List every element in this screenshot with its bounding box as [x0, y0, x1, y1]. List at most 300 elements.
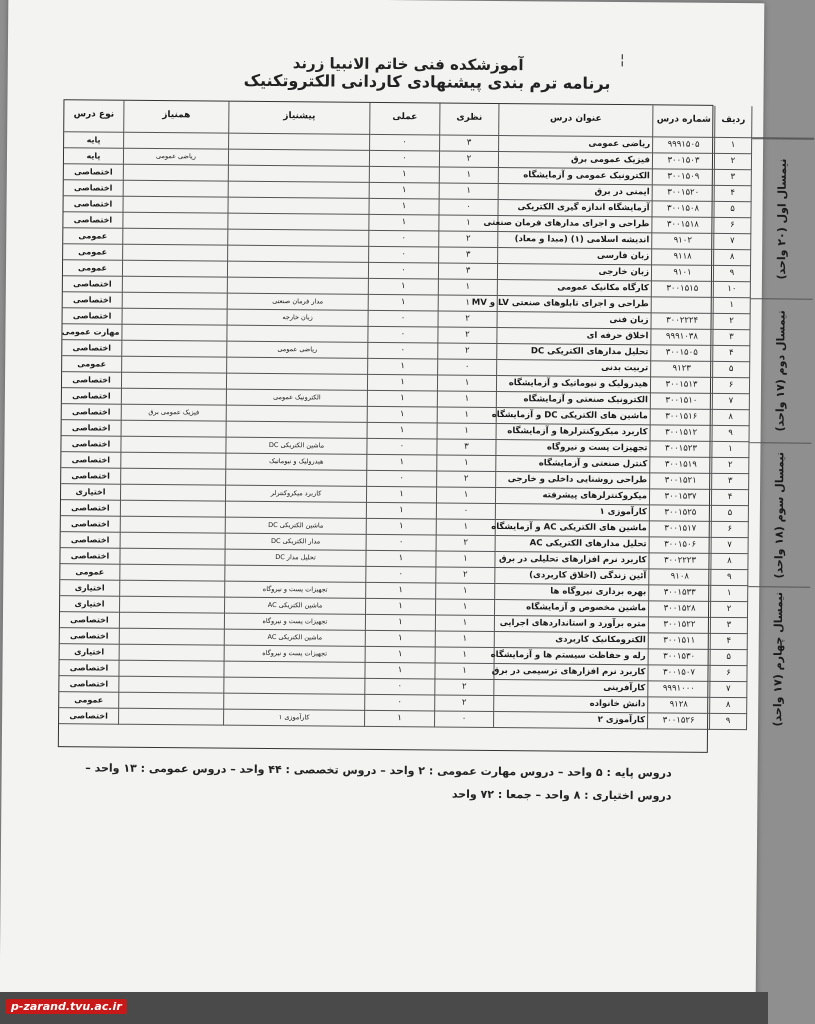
course-type: اختصاصی	[63, 196, 123, 213]
course-title: کارآفرینی	[494, 680, 648, 697]
course-type: عمومی	[63, 260, 123, 277]
course-practical: ۱	[366, 583, 436, 600]
course-type: اختیاری	[60, 596, 120, 613]
course-type: اختصاصی	[61, 468, 121, 485]
course-practical: ۱	[369, 279, 439, 296]
course-coreq	[124, 181, 229, 198]
course-title: زبان فارسی	[498, 248, 652, 265]
course-title: تحلیل مدارهای الکتریکی AC	[496, 536, 650, 553]
course-coreq	[123, 229, 228, 246]
course-coreq	[121, 485, 226, 502]
semester-label: نیمسال چهارم (۱۷ واحد)	[747, 586, 810, 731]
course-coreq	[122, 421, 227, 438]
course-coreq	[120, 565, 225, 582]
course-row-number: ۷	[712, 538, 749, 554]
course-prereq	[226, 502, 367, 519]
course-coreq	[122, 357, 227, 374]
course-code: ۳۰۰۱۵۰۶	[650, 537, 712, 554]
course-row-number: ۴	[715, 186, 752, 202]
course-row-number: ۱	[712, 442, 749, 458]
course-title: کارگاه مکانیک عمومی	[498, 280, 652, 297]
col-header-type: نوع درس	[64, 100, 124, 133]
course-title: زبان خارجی	[498, 264, 652, 281]
course-practical: ۱	[369, 295, 439, 312]
course-coreq	[121, 453, 226, 470]
course-title: آزمایشگاه اندازه گیری الکتریکی	[498, 200, 652, 217]
course-type: اختصاصی	[59, 708, 119, 725]
course-coreq	[123, 261, 228, 278]
course-title: کارآموزی ۱	[496, 504, 650, 521]
course-row-number: ۹	[714, 266, 751, 282]
course-row-number: ۵	[711, 650, 748, 666]
course-type: مهارت عمومی	[62, 324, 122, 341]
units-summary	[71, 761, 671, 812]
course-row-number: ۶	[712, 522, 749, 538]
course-code: ۹۹۹۱۵۰۵	[653, 137, 715, 154]
course-coreq	[122, 325, 227, 342]
course-coreq	[122, 373, 227, 390]
course-type: عمومی	[63, 244, 123, 261]
course-practical: ۱	[366, 551, 436, 568]
course-code: ۳۰۰۱۵۱۰	[651, 393, 713, 410]
course-coreq	[121, 437, 226, 454]
course-coreq	[121, 533, 226, 550]
course-type: اختصاصی	[64, 164, 124, 181]
course-type: عمومی	[59, 692, 119, 709]
course-prereq: هیدرولیک و نیوماتیک	[226, 454, 367, 471]
course-coreq	[120, 645, 225, 662]
course-prereq: ماشین الکتریکی DC	[226, 518, 367, 535]
course-row-number: ۸	[713, 410, 750, 426]
course-code: ۳۰۰۱۵۲۰	[653, 185, 715, 202]
course-type: اختصاصی	[62, 388, 122, 405]
col-header-theory: نظری	[440, 103, 499, 136]
course-theory: ۰	[438, 359, 497, 376]
course-prereq	[228, 230, 369, 247]
course-practical: ۱	[366, 631, 436, 648]
course-row-number: ۶	[710, 666, 747, 682]
course-prereq: ریاضی عمومی	[227, 342, 368, 359]
course-row-number: ۹	[710, 714, 747, 730]
course-type: اختصاصی	[63, 308, 123, 325]
course-type: اختصاصی	[61, 436, 121, 453]
course-title: متره برآورد و استانداردهای اجرایی	[495, 616, 649, 633]
course-practical: ۰	[369, 311, 439, 328]
course-code: ۳۰۰۱۵۱۷	[650, 521, 712, 538]
course-row-number: ۶	[713, 378, 750, 394]
course-code: ۳۰۰۲۲۲۳	[649, 553, 711, 570]
summary-line-1: دروس پایه : ۵ واحد – دروس مهارت عمومی : ۲ واحد – دروس تخصصی : ۴۴ واحد – دروس عمومی : ۱۳ واحد –	[85, 761, 672, 780]
course-theory: ۱	[439, 215, 498, 232]
course-coreq: فیزیک عمومی برق	[122, 405, 227, 422]
course-theory: ۱	[440, 167, 499, 184]
course-row-number: ۱	[711, 586, 748, 602]
course-code: ۳۰۰۱۵۰۸	[652, 201, 714, 218]
course-theory: ۱	[438, 391, 497, 408]
course-row-number: ۵	[712, 506, 749, 522]
course-title: تحلیل مدارهای الکتریکی DC	[497, 344, 651, 361]
course-coreq	[122, 341, 227, 358]
semester-label: نیمسال دوم (۱۷ واحد)	[750, 298, 813, 443]
course-theory: ۱	[439, 295, 498, 312]
course-title: کاربرد نرم افزارهای ترسیمی در برق	[494, 664, 648, 681]
course-coreq	[122, 389, 227, 406]
course-practical: ۱	[368, 423, 438, 440]
course-practical: ۱	[365, 711, 435, 728]
course-type: پایه	[64, 148, 124, 165]
course-practical: ۱	[368, 359, 438, 376]
course-code: ۳۰۰۱۵۳۳	[649, 585, 711, 602]
course-type: اختصاصی	[63, 292, 123, 309]
course-theory: ۲	[438, 327, 497, 344]
course-title: هیدرولیک و نیوماتیک و آزمایشگاه	[497, 376, 651, 393]
course-type: عمومی	[62, 356, 122, 373]
course-practical: ۱	[366, 615, 436, 632]
course-coreq: ریاضی عمومی	[124, 149, 229, 166]
course-row-number: ۱	[714, 298, 751, 314]
course-prereq: ماشین الکتریکی DC	[226, 438, 367, 455]
course-prereq	[228, 262, 369, 279]
course-prereq	[229, 150, 370, 167]
course-coreq	[123, 197, 228, 214]
col-header-semester	[752, 106, 814, 139]
course-theory: ۱	[436, 615, 495, 632]
course-theory: ۳	[439, 263, 498, 280]
course-coreq	[123, 293, 228, 310]
course-code: ۹۱۰۸	[649, 569, 711, 586]
course-title: بهره برداری نیروگاه ها	[495, 584, 649, 601]
course-code: ۳۰۰۲۲۲۴	[651, 313, 713, 330]
course-row-number: ۳	[711, 618, 748, 634]
course-coreq	[120, 629, 225, 646]
course-type: اختصاصی	[62, 372, 122, 389]
course-theory: ۱	[439, 279, 498, 296]
course-row-number: ۴	[712, 490, 749, 506]
course-theory: ۱	[440, 183, 499, 200]
course-practical: ۰	[370, 151, 440, 168]
course-code: ۳۰۰۱۵۱۳	[651, 377, 713, 394]
course-title: تجهیزات پست و نیروگاه	[496, 440, 650, 457]
course-practical: ۰	[367, 439, 437, 456]
course-code: ۹۱۲۳	[651, 361, 713, 378]
course-coreq	[123, 277, 228, 294]
course-theory: ۲	[435, 679, 494, 696]
course-title: ماشین مخصوص و آزمایشگاه	[495, 600, 649, 617]
course-prereq	[227, 358, 368, 375]
course-coreq	[124, 165, 229, 182]
course-row-number: ۳	[712, 474, 749, 490]
course-type: اختصاصی	[59, 676, 119, 693]
course-code: ۳۰۰۱۵۰۷	[648, 665, 710, 682]
course-type: عمومی	[60, 564, 120, 581]
course-prereq	[224, 694, 365, 711]
course-row-number: ۷	[714, 234, 751, 250]
course-prereq: ماشین الکتریکی AC	[225, 630, 366, 647]
col-header-coreq: همنیاز	[124, 101, 229, 134]
college-name: آموزشکده فنی خاتم الانبیا زرند	[292, 54, 524, 75]
course-type: اختصاصی	[60, 612, 120, 629]
course-title: الکترونیک عمومی و آزمایشگاه	[499, 168, 653, 185]
course-theory: ۱	[437, 487, 496, 504]
course-practical: ۱	[366, 599, 436, 616]
course-theory: ۰	[439, 199, 498, 216]
course-row-number: ۴	[711, 634, 748, 650]
course-theory: ۰	[435, 711, 494, 728]
course-title: الکترونیک صنعتی و آزمایشگاه	[497, 392, 651, 409]
course-practical: ۰	[367, 471, 437, 488]
course-coreq	[120, 613, 225, 630]
course-practical: ۰	[365, 695, 435, 712]
course-title: کارآموزی ۲	[494, 712, 648, 729]
course-title: اخلاق حرفه ای	[497, 328, 651, 345]
course-code: ۳۰۰۱۵۱۵	[652, 281, 714, 298]
course-prereq: تحلیل مدار DC	[225, 550, 366, 567]
course-prereq	[224, 662, 365, 679]
course-code: ۹۹۹۱۰۳۸	[651, 329, 713, 346]
course-type: اختیاری	[60, 580, 120, 597]
col-header-prereq: پیشنیاز	[229, 102, 370, 135]
course-prereq	[227, 422, 368, 439]
course-row-number: ۲	[711, 602, 748, 618]
course-code: ۹۱۰۱	[652, 265, 714, 282]
course-code: ۳۰۰۱۵۱۱	[649, 633, 711, 650]
course-practical: ۰	[365, 679, 435, 696]
course-prereq: مدار فرمان صنعتی	[228, 294, 369, 311]
course-practical: ۰	[369, 263, 439, 280]
course-title: رله و حفاظت سیستم ها و آزمایشگاه	[495, 648, 649, 665]
course-theory: ۱	[438, 407, 497, 424]
course-title: کاربرد میکروکنترلرها و آزمایشگاه	[497, 424, 651, 441]
course-practical: ۱	[367, 487, 437, 504]
course-code: ۳۰۰۱۵۲۱	[650, 473, 712, 490]
course-practical: ۱	[368, 407, 438, 424]
course-code: ۳۰۰۱۵۲۵	[650, 505, 712, 522]
course-practical: ۰	[368, 343, 438, 360]
course-prereq	[224, 678, 365, 695]
col-header-practical: عملی	[370, 103, 440, 136]
course-prereq	[228, 246, 369, 263]
course-type: اختصاصی	[61, 452, 121, 469]
course-theory: ۲	[439, 311, 498, 328]
course-type: اختصاصی	[61, 500, 121, 517]
course-type: اختصاصی	[61, 532, 121, 549]
course-type: اختصاصی	[63, 276, 123, 293]
course-row-number: ۶	[714, 218, 751, 234]
course-theory: ۲	[435, 695, 494, 712]
course-title: الکترومکانیک کاربردی	[495, 632, 649, 649]
course-coreq	[119, 709, 224, 726]
course-practical: ۱	[370, 167, 440, 184]
course-practical: ۰	[370, 135, 440, 152]
course-practical: ۱	[365, 663, 435, 680]
course-row-number: ۷	[710, 682, 747, 698]
course-row-number: ۲	[715, 154, 752, 170]
course-type: اختصاصی	[62, 340, 122, 357]
curriculum-table	[58, 99, 789, 753]
course-theory: ۲	[437, 535, 496, 552]
course-code: ۹۱۲۸	[648, 697, 710, 714]
course-coreq	[120, 581, 225, 598]
course-row-number: ۱۰	[714, 282, 751, 298]
course-prereq	[228, 198, 369, 215]
course-prereq: ماشین الکتریکی AC	[225, 598, 366, 615]
course-theory: ۱	[438, 375, 497, 392]
course-prereq: کارآموزی ۱	[224, 710, 365, 727]
course-row-number: ۹	[713, 426, 750, 442]
course-code: ۳۰۰۱۵۲۲	[649, 617, 711, 634]
course-type: عمومی	[63, 228, 123, 245]
course-coreq	[124, 133, 229, 150]
course-type: اختصاصی	[61, 516, 121, 533]
course-title: اندیشه اسلامی (۱) (مبدا و معاد)	[498, 232, 652, 249]
course-practical: ۰	[366, 567, 436, 584]
course-title: ماشین های الکتریکی AC و آزمایشگاه	[496, 520, 650, 537]
page-corner-mark: ¦	[619, 52, 625, 69]
course-coreq	[121, 501, 226, 518]
course-theory: ۲	[440, 151, 499, 168]
course-theory: ۲	[439, 231, 498, 248]
course-title: میکروکنترلرهای پیشرفته	[496, 488, 650, 505]
course-title: ریاضی عمومی	[499, 136, 653, 153]
document-title: برنامه ترم بندی پیشنهادی کاردانی الکتروتکنیک	[243, 70, 611, 93]
course-row-number: ۵	[714, 202, 751, 218]
course-theory: ۲	[436, 567, 495, 584]
course-theory: ۲	[438, 343, 497, 360]
semester-label: نیمسال اول (۲۰ واحد)	[751, 138, 814, 299]
course-practical: ۱	[367, 519, 437, 536]
course-coreq	[123, 309, 228, 326]
course-row-number: ۷	[713, 394, 750, 410]
course-prereq: مدار الکتریکی DC	[226, 534, 367, 551]
course-title: فیزیک عمومی برق	[499, 152, 653, 169]
course-code: ۹۱۱۸	[652, 249, 714, 266]
course-theory: ۳	[440, 135, 499, 152]
course-coreq	[119, 661, 224, 678]
course-code: ۳۰۰۱۵۱۸	[652, 217, 714, 234]
course-theory: ۱	[435, 663, 494, 680]
course-code: ۳۰۰۱۵۲۸	[649, 601, 711, 618]
course-code	[652, 297, 714, 314]
course-prereq	[229, 182, 370, 199]
course-row-number: ۹	[711, 570, 748, 586]
course-code: ۳۰۰۱۵۱۲	[651, 425, 713, 442]
course-code: ۳۰۰۱۵۰۵	[651, 345, 713, 362]
course-type: اختصاصی	[60, 548, 120, 565]
course-coreq	[123, 213, 228, 230]
course-theory: ۱	[436, 551, 495, 568]
summary-line-2: دروس اختیاری : ۸ واحد – جمعا : ۷۲ واحد	[451, 787, 672, 803]
course-theory: ۱	[437, 519, 496, 536]
course-title: تربیت بدنی	[497, 360, 651, 377]
course-row-number: ۲	[713, 314, 750, 330]
course-theory: ۱	[436, 647, 495, 664]
course-title: طراحی روشنایی داخلی و خارجی	[496, 472, 650, 489]
course-row-number: ۳	[713, 330, 750, 346]
course-practical: ۱	[368, 375, 438, 392]
course-coreq	[120, 549, 225, 566]
course-row-number: ۴	[713, 346, 750, 362]
course-type: اختصاصی	[59, 660, 119, 677]
course-code: ۳۰۰۱۵۰۹	[653, 169, 715, 186]
col-header-row: ردیف	[715, 106, 752, 138]
course-prereq: الکترونیک عمومی	[227, 390, 368, 407]
course-practical: ۱	[367, 503, 437, 520]
course-code: ۳۰۰۱۵۲۳	[650, 441, 712, 458]
course-prereq	[226, 470, 367, 487]
course-theory: ۰	[437, 503, 496, 520]
course-row-number: ۸	[710, 698, 747, 714]
course-title: طراحی و اجرای مدارهای فرمان صنعتی	[498, 216, 652, 233]
course-prereq: زبان خارجه	[228, 310, 369, 327]
course-row-number: ۳	[715, 170, 752, 186]
course-title: کنترل صنعتی و آزمایشگاه	[496, 456, 650, 473]
course-code: ۳۰۰۱۵۱۶	[651, 409, 713, 426]
course-code: ۳۰۰۱۵۰۳	[653, 153, 715, 170]
course-prereq	[225, 566, 366, 583]
course-coreq	[120, 597, 225, 614]
course-prereq: کاربرد میکروکنترلر	[226, 486, 367, 503]
footer-bar	[0, 992, 768, 1024]
course-practical: ۱	[369, 215, 439, 232]
course-practical: ۱	[367, 455, 437, 472]
course-title: ایمنی در برق	[499, 184, 653, 201]
course-practical: ۱	[368, 391, 438, 408]
course-code: ۳۰۰۱۵۳۰	[649, 649, 711, 666]
course-practical: ۰	[369, 247, 439, 264]
course-code: ۳۰۰۱۵۳۷	[650, 489, 712, 506]
course-title: ماشین های الکتریکی DC و آزمایشگاه	[497, 408, 651, 425]
course-theory: ۱	[436, 631, 495, 648]
course-theory: ۳	[439, 247, 498, 264]
course-prereq	[228, 278, 369, 295]
course-theory: ۱	[436, 599, 495, 616]
course-practical: ۱	[366, 647, 436, 664]
course-prereq	[228, 214, 369, 231]
course-type: اختصاصی	[62, 404, 122, 421]
course-title: زبان فنی	[498, 312, 652, 329]
course-prereq: تجهیزات پست و نیروگاه	[225, 582, 366, 599]
course-theory: ۳	[437, 439, 496, 456]
course-type: اختصاصی	[64, 180, 124, 197]
course-title: آئین زندگی (اخلاق کاربردی)	[495, 568, 649, 585]
course-title: دانش خانواده	[494, 696, 648, 713]
course-prereq: تجهیزات پست و نیروگاه	[225, 646, 366, 663]
site-url-link[interactable]: p-zarand.tvu.ac.ir	[6, 999, 127, 1014]
course-prereq: تجهیزات پست و نیروگاه	[225, 614, 366, 631]
course-theory: ۲	[437, 471, 496, 488]
course-coreq	[121, 469, 226, 486]
course-type: اختیاری	[61, 484, 121, 501]
course-theory: ۱	[437, 455, 496, 472]
course-prereq	[227, 326, 368, 343]
course-coreq	[119, 693, 224, 710]
course-practical: ۱	[370, 183, 440, 200]
col-header-code: شماره درس	[653, 105, 715, 138]
course-coreq	[121, 517, 226, 534]
course-prereq	[227, 374, 368, 391]
course-practical: ۱	[369, 199, 439, 216]
course-theory: ۱	[436, 583, 495, 600]
course-practical: ۰	[367, 535, 437, 552]
course-code: ۹۹۹۱۰۰۰	[648, 681, 710, 698]
course-code: ۳۰۰۱۵۲۶	[648, 713, 710, 730]
course-title: طراحی و اجرای تابلوهای صنعتی LV و MV	[498, 296, 652, 313]
course-title: کاربرد نرم افزارهای تحلیلی در برق	[495, 552, 649, 569]
course-code: ۹۱۰۲	[652, 233, 714, 250]
course-code: ۳۰۰۱۵۱۹	[650, 457, 712, 474]
course-coreq	[123, 245, 228, 262]
course-prereq	[227, 406, 368, 423]
